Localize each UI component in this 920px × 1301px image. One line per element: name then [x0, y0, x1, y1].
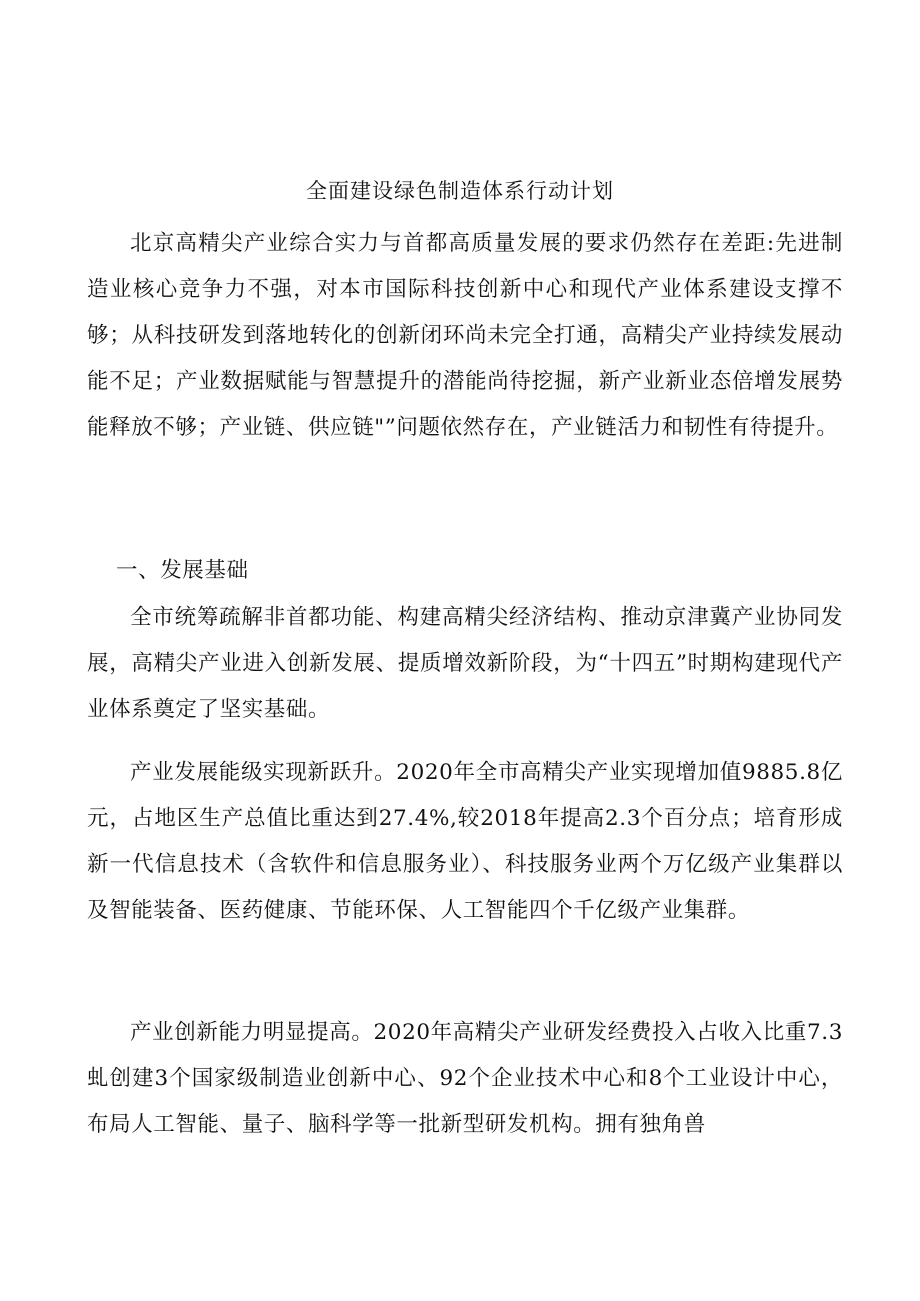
- intro-paragraph: 北京高精尖产业综合实力与首都高质量发展的要求仍然存在差距:先进制造业核心竞争力不强，对本市国际科技创新中心和现代产业体系建设支撑不够；从科技研发到落地转化的创新闭环尚未完全打通，高精尖产业持续发展动能不足；产业数据赋能与智慧提升的潜能尚待挖掘，新产业新业态倍增发展势能释放不够；产业链、供应链"”问题依然存在，产业链活力和韧性有待提升。: [87, 231, 843, 440]
- body-paragraph: 全市统筹疏解非首都功能、构建高精尖经济结构、推动京津冀产业协同发展，高精尖产业进入创新发展、提质增效新阶段，为“十四五”时期构建现代产业体系奠定了坚实基础。: [87, 605, 843, 722]
- document-title: 全面建设绿色制造体系行动计划: [306, 179, 614, 203]
- section-heading: 一、发展基础: [116, 558, 249, 583]
- body-paragraph: 产业创新能力明显提高。2020年高精尖产业研发经费投入占收入比重7.3虬创建3个国家级制造业创新中心、92个企业技术中心和8个工业设计中心，布局人工智能、量子、脑科学等一批新型研发机构。拥有独角兽: [87, 1020, 843, 1137]
- body-paragraph: 产业发展能级实现新跃升。2020年全市高精尖产业实现增加值9885.8亿元，占地区生产总值比重达到27.4%,较2018年提高2.3个百分点；培育形成新一代信息技术（含软件和信息服务业）、科技服务业两个万亿级产业集群以及智能装备、医药健康、节能环保、人工智能四个千亿级产业集群。: [87, 760, 843, 923]
